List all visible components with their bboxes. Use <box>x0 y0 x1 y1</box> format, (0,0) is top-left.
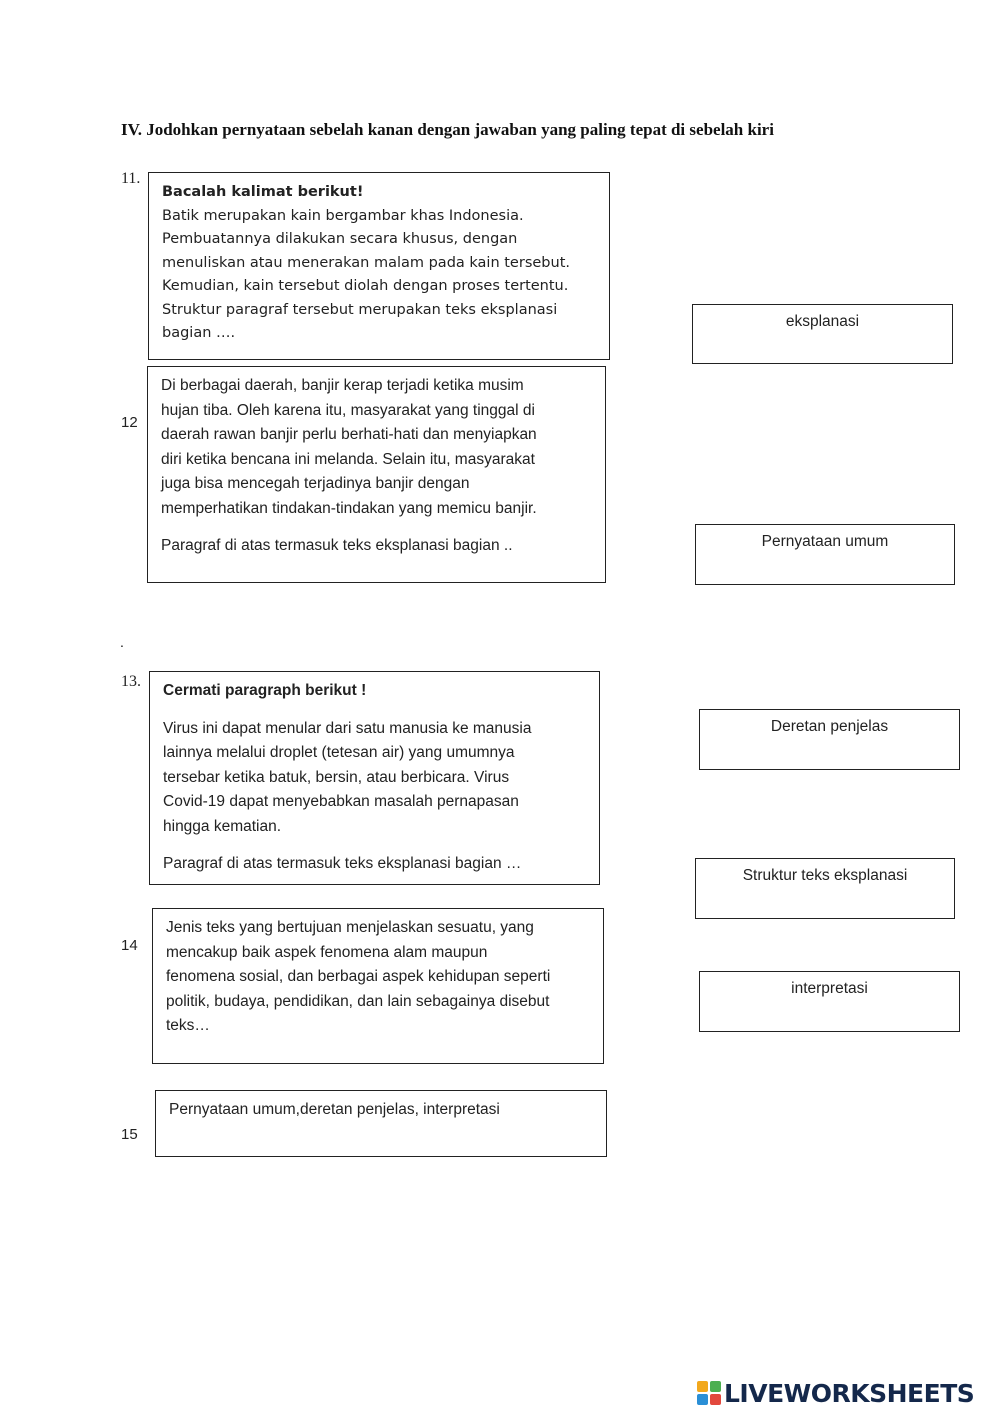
instruction-heading: IV. Jodohkan pernyataan sebelah kanan dengan jawaban yang paling tepat di sebelah kiri <box>121 120 774 139</box>
question-13-line: Covid-19 dapat menyebabkan masalah pernapasan <box>163 793 519 810</box>
question-box-12 <box>147 366 606 583</box>
question-15-line: Pernyataan umum,deretan penjelas, interpretasi <box>169 1101 500 1118</box>
question-13-line: hingga kematian. <box>163 817 282 835</box>
question-11-line: Kemudian, kain tersebut diolah dengan proses tertentu. <box>162 278 569 294</box>
question-13-line: lainnya melalui droplet (tetesan air) yang umumnya <box>163 744 515 761</box>
liveworksheets-logo-text: LIVEWORKSHEETS <box>724 1378 975 1408</box>
answer-box-interpretasi[interactable]: interpretasi <box>699 971 960 1032</box>
question-14-line: teks… <box>166 1017 210 1034</box>
question-box-15 <box>155 1090 607 1157</box>
question-number-12: 12 <box>121 414 138 431</box>
answer-box-struktur-teks-eksplanasi[interactable]: Struktur teks eksplanasi <box>695 858 955 919</box>
question-12-prompt: Paragraf di atas termasuk teks eksplanasi bagian .. <box>161 537 513 554</box>
question-14-line: mencakup baik aspek fenomena alam maupun <box>166 943 488 961</box>
answer-box-deretan-penjelas[interactable]: Deretan penjelas <box>699 709 960 770</box>
question-12-line: hujan tiba. Oleh karena itu, masyarakat yang tinggal di <box>161 401 535 419</box>
question-12-line: Di berbagai daerah, banjir kerap terjadi ketika musim <box>161 377 524 394</box>
question-number-15: 15 <box>121 1126 138 1143</box>
question-14-line: Jenis teks yang bertujuan menjelaskan sesuatu, yang <box>166 919 534 936</box>
liveworksheets-logo <box>697 1376 974 1410</box>
logo-square <box>710 1394 721 1405</box>
question-14-line: politik, budaya, pendidikan, dan lain sebagainya disebut <box>166 992 550 1010</box>
question-11-line: Struktur paragraf tersebut merupakan teks eksplanasi <box>162 301 558 318</box>
question-14-line: fenomena sosial, dan berbagai aspek kehidupan seperti <box>166 968 551 985</box>
question-12-line: diri ketika bencana ini melanda. Selain itu, masyarakat <box>161 450 535 468</box>
question-13-heading: Cermati paragraph berikut ! <box>163 682 367 699</box>
question-12-line: juga bisa mencegah terjadinya banjir dengan <box>161 475 470 492</box>
question-13-line: tersebar ketika batuk, bersin, atau berbicara. Virus <box>163 768 510 786</box>
question-box-11 <box>148 172 610 360</box>
question-12-line: daerah rawan banjir perlu berhati-hati dan menyiapkan <box>161 426 537 443</box>
question-11-line: menuliskan atau menerakan malam pada kain tersebut. <box>162 254 570 271</box>
answer-box-pernyataan-umum[interactable]: Pernyataan umum <box>695 524 955 585</box>
question-box-13 <box>149 671 600 885</box>
logo-square <box>710 1381 721 1392</box>
question-12-line: memperhatikan tindakan-tindakan yang memicu banjir. <box>161 499 537 517</box>
stray-dot: . <box>120 634 124 650</box>
logo-square <box>697 1394 708 1405</box>
question-number-13: 13. <box>121 673 141 690</box>
question-11-line: bagian …. <box>162 325 236 341</box>
question-number-11: 11. <box>121 170 141 187</box>
question-13-prompt: Paragraf di atas termasuk teks eksplanasi bagian … <box>163 855 522 872</box>
question-box-14 <box>152 908 604 1064</box>
question-11-line: Pembuatannya dilakukan secara khusus, dengan <box>162 231 518 247</box>
liveworksheets-logo-icon <box>697 1381 721 1405</box>
answer-box-eksplanasi[interactable]: eksplanasi <box>692 304 953 364</box>
question-11-heading: Bacalah kalimat berikut! <box>162 184 364 200</box>
question-11-line: Batik merupakan kain bergambar khas Indonesia. <box>162 207 524 224</box>
logo-square <box>697 1381 708 1392</box>
question-13-line: Virus ini dapat menular dari satu manusia ke manusia <box>163 719 532 737</box>
question-number-14: 14 <box>121 937 138 954</box>
